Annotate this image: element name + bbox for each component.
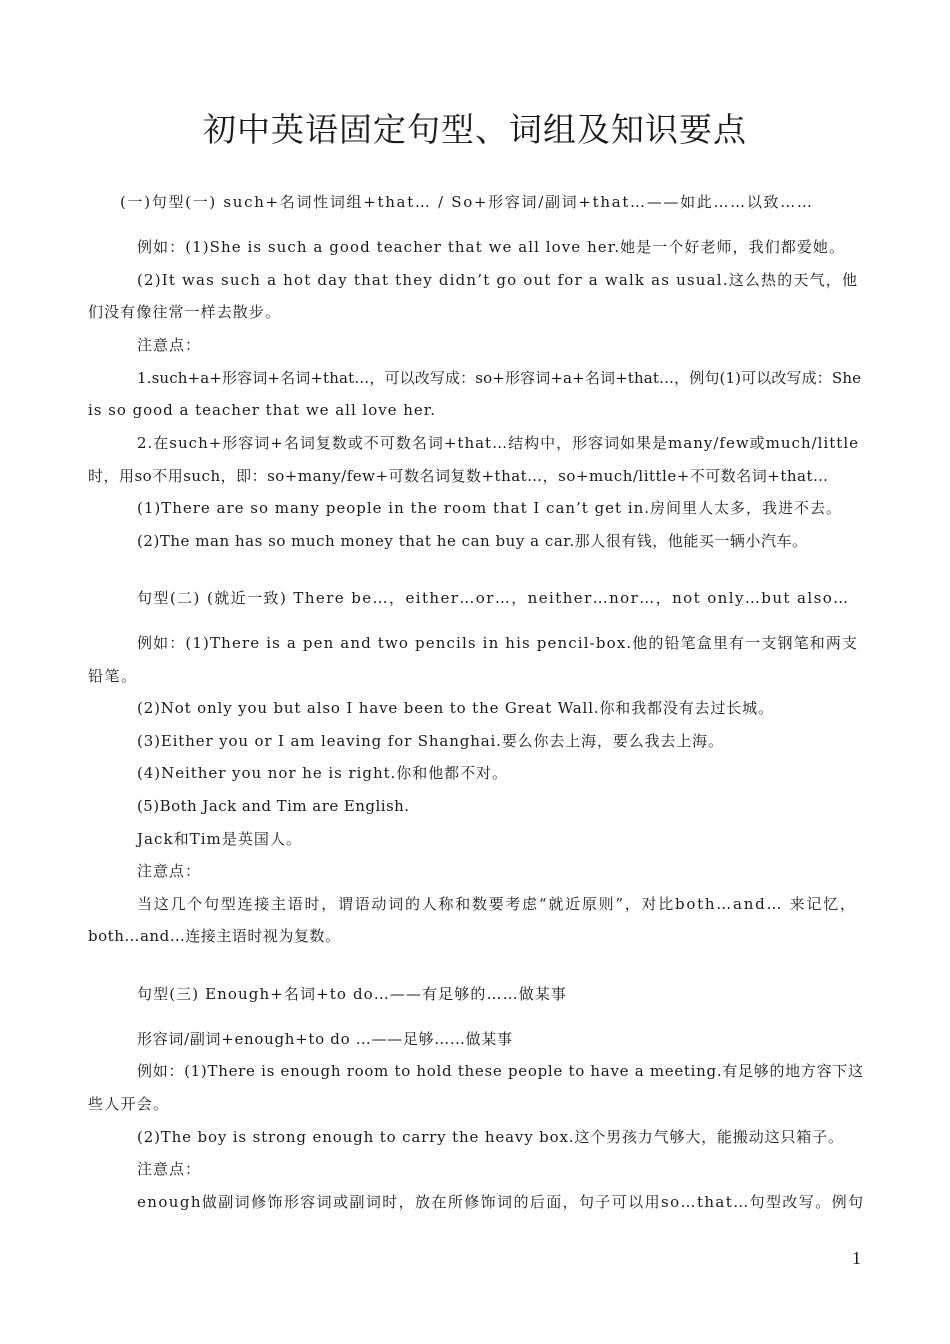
text-line: 注意点： xyxy=(137,336,201,354)
text-line: (3)Either you or I am leaving for Shanghai.要么你去上海，要么我去上海。 xyxy=(137,732,724,750)
text-line: 当这几个句型连接主语时，谓语动词的人称和数要考虑“就近原则”，对比both…and… 来记忆， xyxy=(137,895,857,913)
text-line: 铅笔。 xyxy=(88,667,138,685)
text-line: (2)It was such a hot day that they didn’t go out for a walk as usual.这么热的天气，他 xyxy=(137,271,859,289)
text-line: 1.such+a+形容词+名词+that…，可以改写成：so+形容词+a+名词+that…，例句(1)可以改写成：She xyxy=(137,369,862,387)
text-line: 们没有像往常一样去散步。 xyxy=(88,303,282,321)
text-line: 例如：(1)There is enough room to hold these people to have a meeting.有足够的地方容下这 xyxy=(137,1062,864,1080)
text-line: (2)Not only you but also I have been to the Great Wall.你和我都没有去过长城。 xyxy=(137,699,774,717)
text-line: is so good a teacher that we all love her. xyxy=(88,401,436,419)
text-line: 例如：(1)She is such a good teacher that we all love her.她是一个好老师，我们都爱她。 xyxy=(137,238,846,256)
text-line: 注意点： xyxy=(137,1160,201,1178)
text-line: Jack和Tim是英国人。 xyxy=(137,830,303,848)
text-line: 时，用so不用such，即：so+many/few+可数名词复数+that…，so+much/little+不可数名词+that… xyxy=(88,467,829,485)
text-line: both…and…连接主语时视为复数。 xyxy=(88,927,341,945)
text-line: (1)There are so many people in the room that I can’t get in.房间里人太多，我进不去。 xyxy=(137,499,842,517)
text-line: 注意点： xyxy=(137,862,201,880)
text-line: 2.在such+形容词+名词复数或不可数名词+that…结构中，形容词如果是many/few或much/little xyxy=(137,434,859,452)
text-line: (2)The boy is strong enough to carry the heavy box.这个男孩力气够大，能搬动这只箱子。 xyxy=(137,1128,844,1146)
text-line: enough做副词修饰形容词或副词时，放在所修饰词的后面，句子可以用so…that…句型改写。例句 xyxy=(137,1193,865,1211)
text-line: (5)Both Jack and Tim are English. xyxy=(137,797,410,815)
text-line: 形容词/副词+enough+to do …——足够……做某事 xyxy=(137,1030,513,1048)
section-heading: (一)句型(一) such+名词性词组+that… / So+形容词/副词+that…——如此……以致…… xyxy=(120,193,814,211)
section-heading: 句型(三) Enough+名词+to do…——有足够的……做某事 xyxy=(137,985,567,1003)
page-title: 初中英语固定句型、词组及知识要点 xyxy=(203,110,747,149)
text-line: (2)The man has so much money that he can buy a car.那人很有钱，他能买一辆小汽车。 xyxy=(137,532,808,550)
page-number: 1 xyxy=(852,1248,861,1268)
text-line: (4)Neither you nor he is right.你和他都不对。 xyxy=(137,764,508,782)
section-heading: 句型(二) (就近一致) There be…，either…or…，neither…nor…，not only…but also… xyxy=(137,589,850,607)
text-line: 例如：(1)There is a pen and two pencils in his pencil-box.他的铅笔盒里有一支钢笔和两支 xyxy=(137,634,859,652)
text-line: 些人开会。 xyxy=(88,1095,170,1113)
